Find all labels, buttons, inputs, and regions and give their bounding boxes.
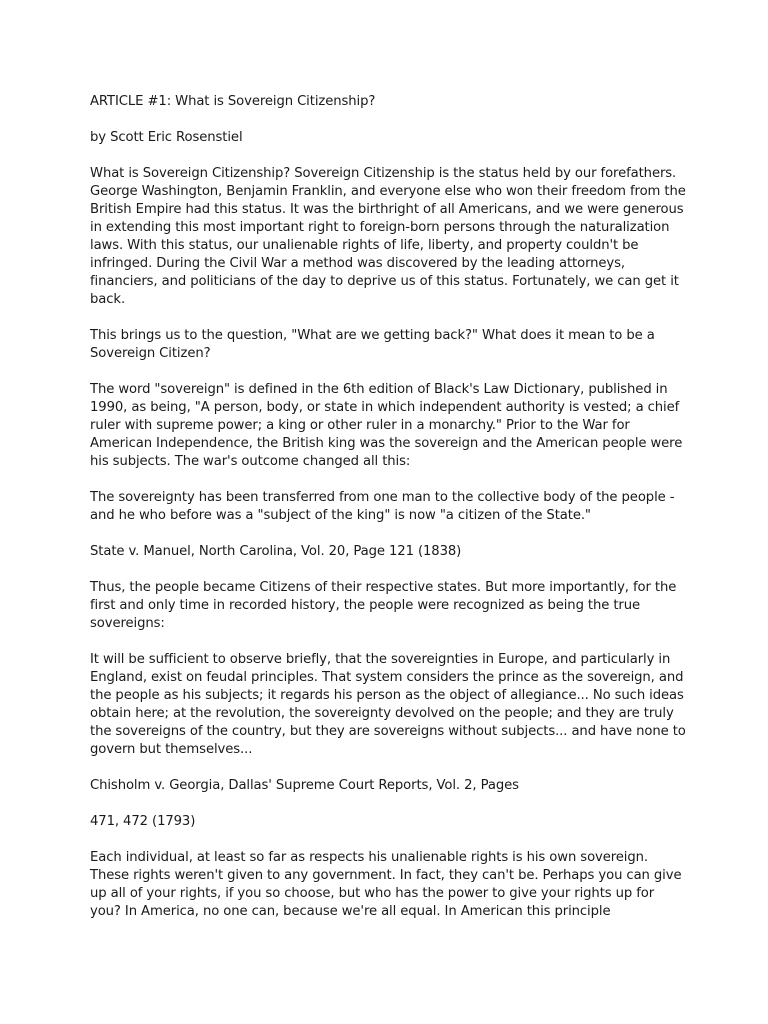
quote-manuel: The sovereignty has been transferred from one man to the collective body of the people - and he who before was a "subject of the king" is now "a citizen of the State." [90,490,675,523]
byline: by Scott Eric Rosenstiel [90,130,243,145]
article-title: ARTICLE #1: What is Sovereign Citizenship? [90,94,376,109]
paragraph-definition: The word "sovereign" is defined in the 6th edition of Black's Law Dictionary, published in 1990, as being, "A person, body, or state in which independent authority is vested; a chief ruler with supreme power; a king or other ruler in a monarchy." Prior to the War for American Independence, the British king was the sovereign and the American people were his subjects. The war's outcome changed all this: [90,382,683,469]
quote-chisholm: It will be sufficient to observe briefly, that the sovereignties in Europe, and particularly in England, exist on feudal principles. That system considers the prince as the sovereign, and the people as his subjects; it regards his person as the object of allegiance... No such ideas obtain here; at the revolution, the sovereignty devolved on the people; and they are truly the sovereigns of the country, but they are sovereigns without subjects... and have none to govern but themselves... [90,652,686,757]
paragraph-intro: What is Sovereign Citizenship? Sovereign Citizenship is the status held by our forefathers. George Washington, Benjamin Franklin, and everyone else who won their freedom from the British Empire had this status. It was the birthright of all Americans, and we were generous in extending this most important right to foreign-born persons through the naturalization laws. With this status, our unalienable rights of life, liberty, and property couldn't be infringed. During the Civil War a method was discovered by the leading attorneys, financiers, and politicians of the day to deprive us of this status. Fortunately, we can get it back. [90,166,686,307]
paragraph-individual: Each individual, at least so far as respects his unalienable rights is his own sovereign. These rights weren't given to any government. In fact, they can't be. Perhaps you can give up all of your rights, if you so choose, but who has the power to give your rights up for you? In America, no one can, because we're all equal. In American this principle [90,850,682,919]
paragraph-question: This brings us to the question, "What are we getting back?" What does it mean to be a Sovereign Citizen? [90,328,655,361]
citation-chisholm-pages: 471, 472 (1793) [90,814,196,829]
document-page [90,93,686,939]
citation-manuel: State v. Manuel, North Carolina, Vol. 20, Page 121 (1838) [90,544,462,559]
paragraph-citizens: Thus, the people became Citizens of their respective states. But more importantly, for the first and only time in recorded history, the people were recognized as being the true sovereigns: [90,580,677,631]
citation-chisholm: Chisholm v. Georgia, Dallas' Supreme Court Reports, Vol. 2, Pages [90,778,519,793]
